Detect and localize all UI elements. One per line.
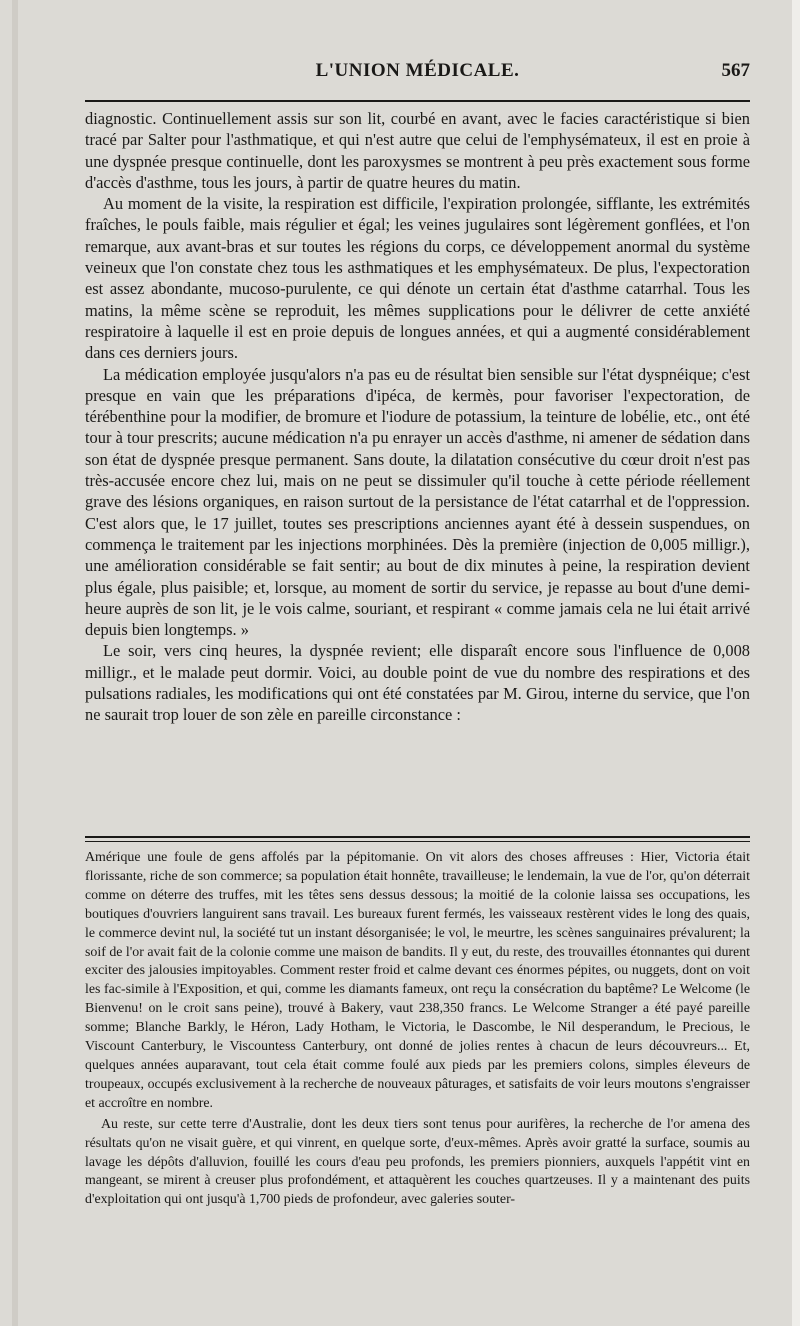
footnote-text: [85, 849, 750, 1210]
running-title: L'UNION MÉDICALE.: [315, 60, 520, 81]
header-rule: [85, 100, 750, 102]
body-paragraph: La médication employée jusqu'alors n'a pas eu de résultat bien sensible sur l'état dyspnéique; c'est presque en vain que les préparations d'ipéca, de kermès, pour favoriser l'expectoration, de térébenthine pour la modifier, de bromure et l'iodure de potassium, la teinture de lobélie, etc., ont été tour à tour prescrits; aucune médication n'a pu enrayer un accès d'asthme, ni amener de sédation dans son état de dyspnée presque permanent. Sans doute, la dilatation consécutive du cœur droit n'est pas très-accusée encore chez lui, mais on ne peut se dissimuler qu'il touche à cette période réellement grave des lésions organiques, en raison surtout de la persistance de l'état catarrhal et de l'oppression. C'est alors que, le 17 juillet, toutes ses prescriptions anciennes ayant été à dessein suspendues, on commença le traitement par les injections morphinées. Dès la première (injection de 0,005 milligr.), une amélioration considérable se fait sentir; au bout de dix minutes à peine, la respiration devient plus égale, plus paisible; et, lorsque, au moment de sortir du service, je repasse au bout d'une demi-heure auprès de son lit, je le vois calme, souriant, et respirant « comme jamais cela ne lui était arrivé depuis bien longtemps. »: [85, 364, 750, 640]
page-header: [85, 60, 750, 90]
body-paragraph: Le soir, vers cinq heures, la dyspnée revient; elle disparaît encore sous l'influence de 0,008 milligr., et le malade peut dormir. Voici, au double point de vue du nombre des respirations et des pulsations radiales, les modifications qui ont été constatées par M. Girou, interne du service, que l'on ne saurait trop louer de son zèle en pareille circonstance :: [85, 641, 750, 725]
page-number: 567: [721, 60, 750, 81]
footnote-separator-rule: [85, 836, 750, 842]
body-paragraph: diagnostic. Continuellement assis sur son lit, courbé en avant, avec le facies caractéristique si bien tracé par Salter pour l'asthmatique, et qui n'est autre que celui de l'emphysémateux, il est en proie à une dyspnée presque continuelle, dont les paroxysmes se montrent à peu près exactement sous forme d'accès d'asthme, tous les jours, à partir de quatre heures du matin.: [85, 109, 750, 192]
main-body-text: [85, 108, 750, 726]
scan-shadow-left: [12, 0, 18, 1326]
body-paragraph: Au moment de la visite, la respiration est difficile, l'expiration prolongée, sifflante, les extrémités fraîches, le pouls faible, mais régulier et égal; les veines jugulaires sont légèrement gonflées, et l'on remarque, aux avant-bras et sur toutes les régions du corps, ce développement anormal du système veineux que l'on constate chez tous les asthmatiques et les emphysémateux. De plus, l'expectoration est assez abondante, mucoso-purulente, ce qui dénote un certain état d'asthme catarrhal. Tous les matins, la même scène se reproduit, les mêmes supplications pour le délivrer de cette anxiété respiratoire à laquelle il est en proie depuis de longues années, et qui a augmenté considérablement dans ces derniers jours.: [85, 194, 750, 363]
footnote-paragraph: Au reste, sur cette terre d'Australie, dont les deux tiers sont tenus pour aurifères, la recherche de l'or amena des résultats qu'on ne visait guère, et qui vinrent, en quelque sorte, d'eux-mêmes. Après avoir gratté la surface, soumis au lavage les dépôts d'alluvion, fouillé les cours d'eau peu profonds, les premiers pionniers, auxquels l'appétit vint en mangeant, se mirent à creuser plus profondément, et attaquèrent les couches quartzeuses. Il y a maintenant des puits d'exploitation qui ont jusqu'à 1,700 pieds de profondeur, avec galeries souter-: [85, 1116, 750, 1208]
footnote-paragraph: Amérique une foule de gens affolés par la pépitomanie. On vit alors des choses affreuses : Hier, Victoria était florissante, riche de son commerce; sa population était honnête, travailleuse; le lendemain, la vue de l'or, qu'on déterrait comme on déterre des truffes, mit les têtes sens dessus dessous; la moitié de la colonie laissa ses occupations, les boutiques d'ouvriers languirent sans travail. Les bureaux furent fermés, les vaisseaux restèrent vides le long des quais, le commerce devint nul, la société tut un instant désorganisée; le vol, le meurtre, les scènes sanguinaires prévalurent; la soif de l'or avait fait de la colonie comme une maison de bandits. Il y eut, du reste, des trouvailles étonnantes qui durent exciter des jalousies impitoyables. Comment rester froid et calme devant ces énormes pépites, ou nuggets, dont on voit les fac-simile à l'Exposition, et qui, comme les diamants fameux, ont reçu la consécration du baptême? Le Welcome (le Bienvenu! on le croit sans peine), trouvé à Bakery, vaut 238,350 francs. Le Welcome Stranger a été payé pareille somme; Blanche Barkly, le Héron, Lady Hotham, le Victoria, le Dascombe, le Nil desperandum, le Precious, le Viscount Canterbury, le Viscountess Canterbury, ont donné de jolies rentes à chacun de leurs découvreurs... Et, quelques années auparavant, tout cela était comme foulé aux pieds par les premiers colons, simples éleveurs de troupeaux, occupés exclusivement à la recherche de nouveaux pâturages, et satisfaits de voir leurs moutons s'engraisser et accroître en nombre.: [85, 850, 750, 1111]
scan-edge-right: [792, 0, 800, 1326]
